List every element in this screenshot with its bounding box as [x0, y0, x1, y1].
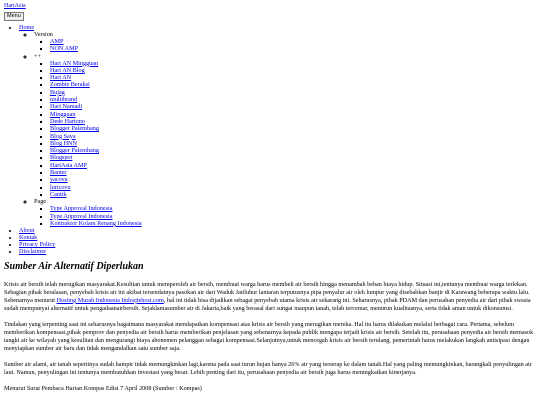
nav-item-more-link: [50, 81, 536, 88]
nav-item-privacy: [19, 241, 536, 248]
nav-item-amp: [50, 38, 536, 45]
nav-link-home[interactable]: Home: [19, 24, 35, 31]
nav-item-disclaimer: [19, 248, 536, 255]
nav-item-more-link: [50, 60, 536, 67]
nav-link-non-amp[interactable]: NON AMP: [50, 45, 79, 53]
article-paragraph: [4, 281, 536, 313]
article-paragraph: Tindakan yang terpenting saat ini seharusnya bagaimana masyarakat mendapatkan kompensasi atas krisis air bersih yang merugikan mereka. Hal itu harus dilakukan melalui berbagai cara. Pertama, sebelum memberikan kompensasi,pihak pemprov dan penyedia air bersih harus memberikan penjelasan yang sebenarnya kepada publik mengapa terjadi krisis air bersih. Setelah itu, perusahaan penyedia air bersih memasok tangki air ke wilayah yang kesulitan dan mengurangi biaya abonemen pelanggan sebagai kompensasi.Selanjutnya,untuk mencegah krisis air bersih terulang, pemerintah harus melakukan langkah antisipasi dengan menyiapkan sumber air baru dan tidak mengandalkan satu sumber saja.: [4, 320, 534, 353]
nav-item-more-link: [50, 133, 536, 140]
nav-item-version: [34, 31, 536, 53]
paragraph-text: , hal ini tidak bisa dijadikan sebagai penyebab utama krisis air sekarang ini. Seharusnya, pihak PDAM dan perusahan penyedia air dari pihak swasta sudah mempunyai alternatif untuk pengadaanairbersih. Sejaklamasumber air di Jakarta,baik yang berasal dari sungai maupun tanah, telah tercemar, menurun kualitasnya, serta tidak aman untuk dikonsumsi.: [4, 296, 531, 312]
nav-label-page: Page: [34, 198, 47, 206]
article-paragraph: Menurut Surat Pembaca Harian Kompas Edisi 7 April 2008 (Sumber : Kompas): [4, 385, 202, 393]
nav-link-disclaimer[interactable]: Disclaimer: [19, 248, 47, 256]
nav-link-kontak[interactable]: Kontak: [19, 234, 38, 242]
nav-link-more[interactable]: luricovu: [50, 183, 71, 191]
nav-link-more[interactable]: Bujag: [50, 88, 65, 96]
version-submenu: [34, 38, 536, 53]
home-submenu: [19, 31, 536, 227]
nav-item-page-link: [50, 205, 536, 212]
nav-link-page[interactable]: Type Approval Indonesia: [50, 212, 113, 220]
nav-link-amp[interactable]: AMP: [50, 38, 64, 45]
menu-button[interactable]: Menu: [4, 12, 24, 21]
nav-item-more-link: [50, 140, 536, 147]
nav-item-non-amp: [50, 45, 536, 52]
nav-label-more: ++: [34, 52, 41, 60]
nav-item-home: [19, 24, 536, 227]
hosting-link[interactable]: Hosting Murah Indonesia Indosjtehost.com: [56, 296, 164, 304]
nav-link-more[interactable]: multibrand: [50, 96, 78, 104]
nav-item-more-link: [50, 74, 536, 81]
nav-link-more[interactable]: Hari AN: [50, 74, 72, 82]
nav-item-more-link: [50, 184, 536, 191]
nav-link-more[interactable]: Blogspot: [50, 154, 73, 162]
nav-item-more-link: [50, 191, 536, 198]
nav-item-more-link: [50, 89, 536, 96]
nav-link-more[interactable]: Blogger Palembang: [50, 125, 99, 133]
nav-link-more[interactable]: Blogger Palembang: [50, 147, 99, 155]
nav-link-more[interactable]: Blog HNN: [50, 139, 77, 147]
nav-item-more-link: [50, 118, 536, 125]
page-submenu: [34, 205, 536, 227]
paragraph-text: Krisis air bersih telah merugikan masyarakat.Kesulitan untuk memperoleh air bersih, membuat warga harus membeli air bersih hingga menambah beban biaya hidup. Situasi ini,tentunya membuat warga terlekan. Sebagian pihak beralasan, penyebab krisis air ini akibat tersendatnya pasokan air dari Waduk Jatiluhur lantaran terputusnya pipa penyalur air oleh lumpur yang disebabkan banjir di Karawang beberapa waktu lalu. Sebenarnya menurut: [4, 280, 530, 304]
nav-item-more-link: [50, 169, 536, 176]
nav-label-version: Version: [34, 31, 53, 38]
article-paragraph: Sumber air alami, air tanah sepertinya sudah hampir tidak memungkinkan lagi,karena pada saat turun hujan hanya 26% air yang terserap ke dalam tanah.Hal yang paling memungkinkan, barangkali penyulingan air laut. Namun, penyulingan ini tentunya membutuhkan investasi yang besar. Lebih penting dari itu, perusahaan penyedia air bersih juga harus meningkatkan kinerjanya.: [4, 361, 532, 377]
nav-link-more[interactable]: Blog Saya: [50, 132, 76, 140]
nav-link-more[interactable]: Zombie Beraksi: [50, 81, 90, 89]
nav-item-more-link: [50, 103, 536, 110]
nav-item-kontak: [19, 234, 536, 241]
nav-link-more[interactable]: Hari Namadi: [50, 103, 83, 111]
nav-link-page[interactable]: Kontraktor Kolam Renang Indonesia: [50, 219, 142, 227]
nav-item-page-link: [50, 213, 536, 220]
nav-item-more-link: [50, 67, 536, 74]
main-nav: [4, 24, 536, 255]
more-submenu: [34, 60, 536, 199]
nav-item-more-link: [50, 147, 536, 154]
nav-item-more: [34, 53, 536, 199]
nav-item-more-link: [50, 154, 536, 161]
nav-link-more[interactable]: Dede Hartono: [50, 117, 85, 125]
nav-item-more-link: [50, 111, 536, 118]
nav-link-more[interactable]: Banter: [50, 169, 67, 177]
nav-item-page: [34, 198, 536, 227]
nav-link-more[interactable]: Mingguan: [50, 110, 76, 118]
article-title: Sumber Air Alternatif Diperlukan: [4, 261, 144, 273]
nav-item-more-link: [50, 162, 536, 169]
nav-item-more-link: [50, 96, 536, 103]
nav-link-about[interactable]: About: [19, 227, 35, 235]
nav-item-about: [19, 227, 536, 234]
nav-link-more[interactable]: HariAsia AMP: [50, 161, 87, 169]
nav-link-privacy[interactable]: Privacy Policy: [19, 241, 56, 249]
nav-item-more-link: [50, 125, 536, 132]
nav-item-more-link: [50, 176, 536, 183]
nav-item-page-link: [50, 220, 536, 227]
nav-link-more[interactable]: Hari AN Mingguan: [50, 59, 99, 67]
nav-link-more[interactable]: Cantik: [50, 190, 67, 198]
nav-link-more[interactable]: yacova: [50, 176, 68, 184]
site-logo[interactable]: HariAsia: [4, 3, 26, 9]
nav-link-page[interactable]: Type Approval Indonesia: [50, 205, 113, 213]
nav-link-more[interactable]: Hari AN Blog: [50, 66, 85, 74]
